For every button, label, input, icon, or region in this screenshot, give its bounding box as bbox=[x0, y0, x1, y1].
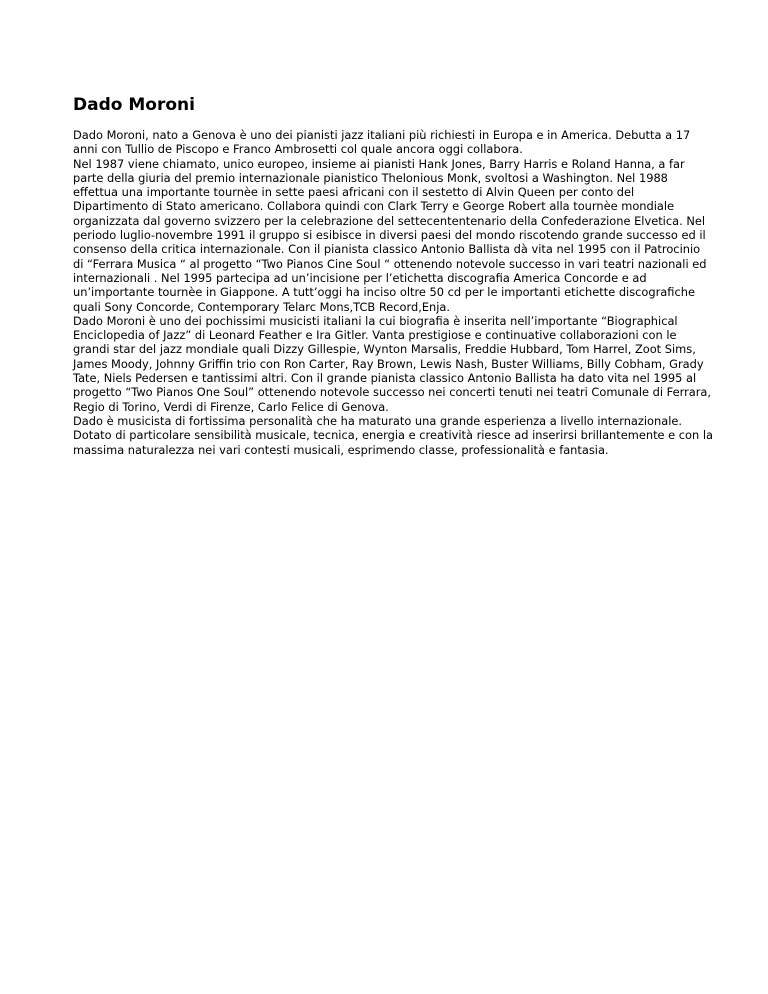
document-page bbox=[73, 95, 713, 457]
paragraph-intro: Dado Moroni, nato a Genova è uno dei pianisti jazz italiani più richiesti in Europa e in America. Debutta a 17 anni con Tullio de Piscopo e Franco Ambrosetti col quale ancora oggi collabora. bbox=[73, 128, 691, 157]
document-title: Dado Moroni bbox=[73, 95, 195, 115]
paragraph-collaborations: Dado Moroni è uno dei pochissimi musicisti italiani la cui biografia è inserita nell’importante “Biographical Enciclopedia of Jazz” di Leonard Feather e Ira Gitler. Vanta prestigiose e continuative collaborazioni con le grandi star del jazz mondiale quali Dizzy Gillespie, Wynton Marsalis, Freddie Hubbard, Tom Harrel, Zoot Sims, James Moody, Johnny Griffin trio con Ron Carter, Ray Brown, Lewis Nash, Buster Williams, Billy Cobham, Grady Tate, Niels Pedersen e tantissimi altri. Con il grande pianista classico Antonio Ballista ha dato vita nel 1995 al progetto “Two Pianos One Soul” ottenendo notevole successo nei concerti tenuti nei teatri Comunale di Ferrara, Regio di Torino, Verdi di Firenze, Carlo Felice di Genova. bbox=[73, 313, 712, 414]
paragraph-career: Nel 1987 viene chiamato, unico europeo, insieme ai pianisti Hank Jones, Barry Harris e Roland Hanna, a far parte della giuria del premio internazionale pianistico Thelonious Monk, svoltosi a Washington. Nel 1988 effettua una importante tournèe in sette paesi africani con il sestetto di Alvin Queen per conto del Dipartimento di Stato americano. Collabora quindi con Clark Terry e George Robert alla tournèe mondiale organizzata dal governo svizzero per la celebrazione del settecententenario della Confederazione Elvetica. Nel periodo luglio-novembre 1991 il gruppo si esibisce in diversi paesi del mondo riscotendo grande successo ed il consenso della critica internazionale. Con il pianista classico Antonio Ballista dà vita nel 1995 con il Patrocinio di “Ferrara Musica “ al progetto “Two Pianos Cine Soul “ ottenendo notevole successo in vari teatri nazionali ed internazionali . Nel 1995 partecipa ad un’incisione per l’etichetta discografia America Concorde e ad un’importante tournèe in Giappone. A tutt’oggi ha inciso oltre 50 cd per le importanti etichette discografiche quali Sony Concorde, Contemporary Telarc Mons,TCB Record,Enja. bbox=[73, 156, 707, 314]
paragraph-personality: Dado è musicista di fortissima personalità che ha maturato una grande esperienza a livello internazionale. Dotato di particolare sensibilità musicale, tecnica, energia e creatività riesce ad inserirsi brillantemente e con la massima naturalezza nei vari contesti musicali, esprimendo classe, professionalità e fantasia. bbox=[73, 413, 714, 457]
document-body bbox=[73, 128, 713, 457]
